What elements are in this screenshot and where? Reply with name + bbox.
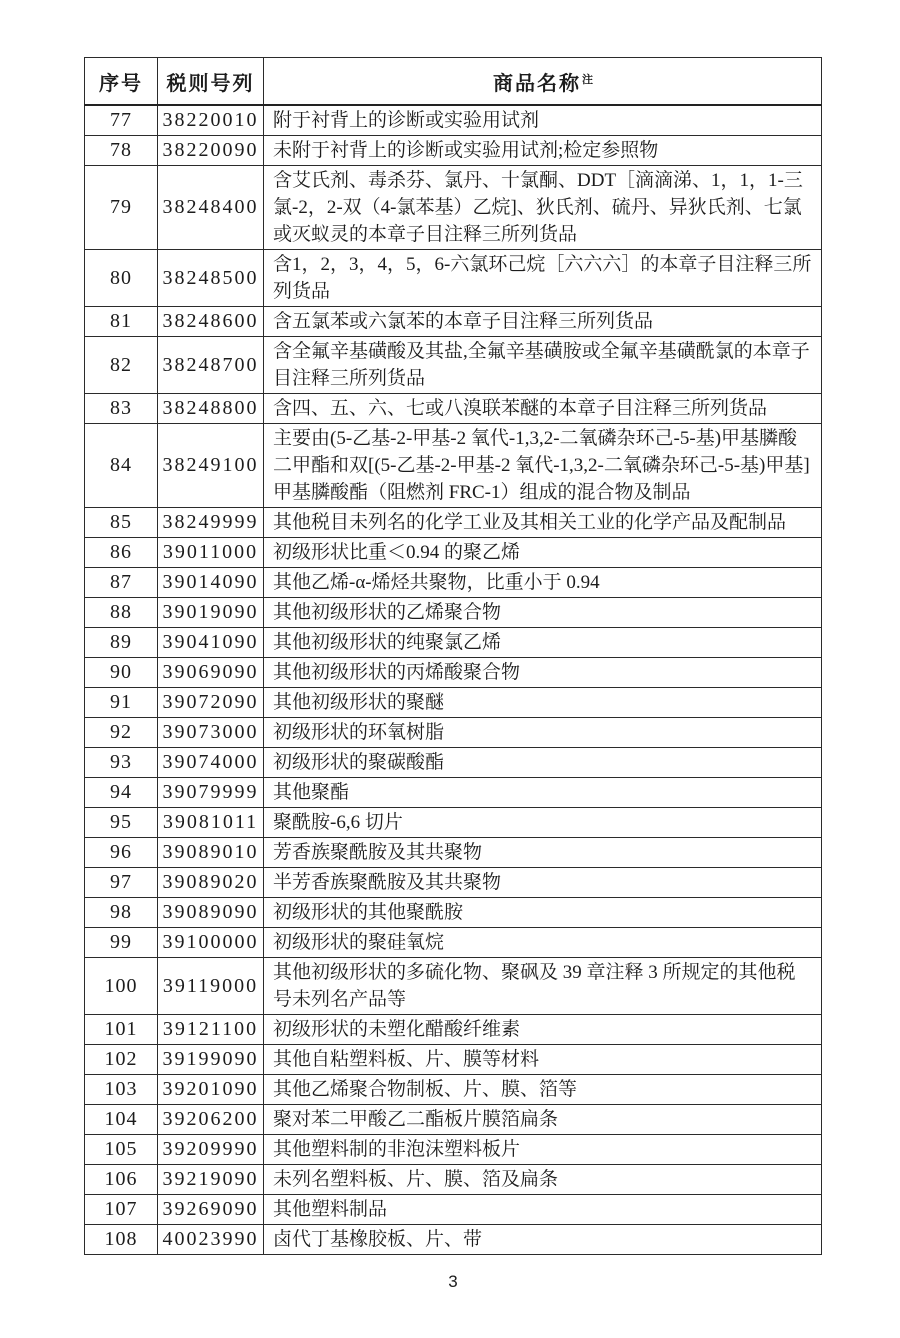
cell-product-name: 主要由(5-乙基-2-甲基-2 氧代-1,3,2-二氧磷杂环己-5-基)甲基膦酸二甲酯和双[(5-乙基-2-甲基-2 氧代-1,3,2-二氧磷杂环己-5-基)甲基]甲基膦酸酯（阻燃剂 FRC-1）组成的混合物及制品 [264,424,822,508]
table-row [85,838,822,868]
cell-tariff-code: 39041090 [158,628,264,658]
cell-tariff-code: 39072090 [158,688,264,718]
cell-serial-number: 88 [85,598,158,628]
cell-serial-number: 102 [85,1045,158,1075]
table-row [85,136,822,166]
table-row [85,748,822,778]
cell-serial-number: 92 [85,718,158,748]
table-row [85,105,822,136]
cell-tariff-code: 38249999 [158,508,264,538]
table-row [85,928,822,958]
cell-product-name: 其他塑料制品 [264,1195,822,1225]
cell-product-name: 含1，2，3，4，5，6-六氯环己烷［六六六］的本章子目注释三所列货品 [264,250,822,307]
cell-tariff-code: 39219090 [158,1165,264,1195]
cell-tariff-code: 39119000 [158,958,264,1015]
cell-tariff-code: 39206200 [158,1105,264,1135]
cell-serial-number: 79 [85,166,158,250]
cell-product-name: 初级形状的聚碳酸酯 [264,748,822,778]
cell-serial-number: 107 [85,1195,158,1225]
cell-tariff-code: 39069090 [158,658,264,688]
cell-product-name: 其他乙烯聚合物制板、片、膜、箔等 [264,1075,822,1105]
table-row [85,337,822,394]
cell-product-name: 未附于衬背上的诊断或实验用试剂;检定参照物 [264,136,822,166]
cell-tariff-code: 39100000 [158,928,264,958]
cell-product-name: 芳香族聚酰胺及其共聚物 [264,838,822,868]
table-row [85,658,822,688]
cell-serial-number: 89 [85,628,158,658]
cell-serial-number: 93 [85,748,158,778]
table-row [85,394,822,424]
cell-tariff-code: 38220090 [158,136,264,166]
cell-serial-number: 106 [85,1165,158,1195]
cell-serial-number: 90 [85,658,158,688]
table-row [85,508,822,538]
cell-product-name: 初级形状的其他聚酰胺 [264,898,822,928]
cell-product-name: 初级形状的聚硅氧烷 [264,928,822,958]
cell-serial-number: 99 [85,928,158,958]
header-tariff-code: 税则号列 [158,58,264,106]
tariff-table [84,57,822,1255]
cell-tariff-code: 38249100 [158,424,264,508]
cell-tariff-code: 39209990 [158,1135,264,1165]
page-number: 3 [448,1272,458,1291]
cell-tariff-code: 39269090 [158,1195,264,1225]
cell-product-name: 其他初级形状的乙烯聚合物 [264,598,822,628]
cell-product-name: 聚对苯二甲酸乙二酯板片膜箔扁条 [264,1105,822,1135]
table-row [85,568,822,598]
cell-tariff-code: 39073000 [158,718,264,748]
cell-tariff-code: 38248700 [158,337,264,394]
table-row [85,1015,822,1045]
cell-serial-number: 95 [85,808,158,838]
cell-tariff-code: 39081011 [158,808,264,838]
cell-product-name: 含艾氏剂、毒杀芬、氯丹、十氯酮、DDT［滴滴涕、1，1，1-三氯-2，2-双（4-氯苯基）乙烷]、狄氏剂、硫丹、异狄氏剂、七氯或灭蚁灵的本章子目注释三所列货品 [264,166,822,250]
cell-product-name: 其他初级形状的丙烯酸聚合物 [264,658,822,688]
cell-serial-number: 78 [85,136,158,166]
table-header-row [85,58,822,106]
cell-product-name: 初级形状的未塑化醋酸纤维素 [264,1015,822,1045]
cell-serial-number: 91 [85,688,158,718]
cell-tariff-code: 39199090 [158,1045,264,1075]
table-body [85,105,822,1255]
table-row [85,1165,822,1195]
cell-product-name: 其他初级形状的聚醚 [264,688,822,718]
cell-serial-number: 101 [85,1015,158,1045]
table-row [85,598,822,628]
cell-serial-number: 97 [85,868,158,898]
table-row [85,898,822,928]
cell-tariff-code: 38248500 [158,250,264,307]
cell-tariff-code: 38248600 [158,307,264,337]
cell-product-name: 聚酰胺-6,6 切片 [264,808,822,838]
cell-serial-number: 94 [85,778,158,808]
cell-serial-number: 86 [85,538,158,568]
cell-serial-number: 103 [85,1075,158,1105]
table-row [85,1195,822,1225]
header-note-superscript: 注 [582,73,593,86]
header-product-name-text: 商品名称 [493,72,581,95]
cell-serial-number: 104 [85,1105,158,1135]
cell-tariff-code: 39079999 [158,778,264,808]
cell-product-name: 卤代丁基橡胶板、片、带 [264,1225,822,1255]
header-product-name [264,58,822,106]
cell-tariff-code: 39121100 [158,1015,264,1045]
cell-product-name: 其他初级形状的纯聚氯乙烯 [264,628,822,658]
cell-serial-number: 85 [85,508,158,538]
table-row [85,250,822,307]
table-row [85,808,822,838]
cell-serial-number: 83 [85,394,158,424]
table-row [85,1135,822,1165]
cell-tariff-code: 39201090 [158,1075,264,1105]
table-row [85,1225,822,1255]
table-row [85,688,822,718]
cell-product-name: 其他聚酯 [264,778,822,808]
cell-tariff-code: 39089020 [158,868,264,898]
cell-product-name: 含四、五、六、七或八溴联苯醚的本章子目注释三所列货品 [264,394,822,424]
cell-tariff-code: 39074000 [158,748,264,778]
cell-product-name: 初级形状的环氧树脂 [264,718,822,748]
cell-tariff-code: 39019090 [158,598,264,628]
cell-product-name: 其他自粘塑料板、片、膜等材料 [264,1045,822,1075]
cell-tariff-code: 38248800 [158,394,264,424]
table-row [85,628,822,658]
cell-product-name: 其他乙烯-α-烯烃共聚物，比重小于 0.94 [264,568,822,598]
cell-product-name: 半芳香族聚酰胺及其共聚物 [264,868,822,898]
cell-tariff-code: 39011000 [158,538,264,568]
table-row [85,1105,822,1135]
cell-tariff-code: 39089010 [158,838,264,868]
table-row [85,868,822,898]
cell-serial-number: 108 [85,1225,158,1255]
cell-product-name: 未列名塑料板、片、膜、箔及扁条 [264,1165,822,1195]
cell-serial-number: 81 [85,307,158,337]
cell-serial-number: 96 [85,838,158,868]
cell-product-name: 含全氟辛基磺酸及其盐,全氟辛基磺胺或全氟辛基磺酰氯的本章子目注释三所列货品 [264,337,822,394]
table-row [85,424,822,508]
table-row [85,718,822,748]
cell-serial-number: 84 [85,424,158,508]
table-row [85,1075,822,1105]
cell-product-name: 其他税目未列名的化学工业及其相关工业的化学产品及配制品 [264,508,822,538]
cell-tariff-code: 38220010 [158,105,264,136]
table-row [85,166,822,250]
cell-serial-number: 80 [85,250,158,307]
cell-tariff-code: 39014090 [158,568,264,598]
cell-product-name: 附于衬背上的诊断或实验用试剂 [264,105,822,136]
cell-serial-number: 98 [85,898,158,928]
table-row [85,778,822,808]
cell-serial-number: 82 [85,337,158,394]
cell-serial-number: 77 [85,105,158,136]
table-row [85,958,822,1015]
cell-serial-number: 100 [85,958,158,1015]
cell-serial-number: 105 [85,1135,158,1165]
cell-product-name: 其他塑料制的非泡沫塑料板片 [264,1135,822,1165]
cell-serial-number: 87 [85,568,158,598]
header-serial-number: 序号 [85,58,158,106]
table-row [85,1045,822,1075]
cell-tariff-code: 39089090 [158,898,264,928]
table-row [85,538,822,568]
cell-product-name: 含五氯苯或六氯苯的本章子目注释三所列货品 [264,307,822,337]
cell-tariff-code: 38248400 [158,166,264,250]
cell-product-name: 初级形状比重＜0.94 的聚乙烯 [264,538,822,568]
cell-product-name: 其他初级形状的多硫化物、聚砜及 39 章注释 3 所规定的其他税号未列名产品等 [264,958,822,1015]
table-row [85,307,822,337]
cell-tariff-code: 40023990 [158,1225,264,1255]
